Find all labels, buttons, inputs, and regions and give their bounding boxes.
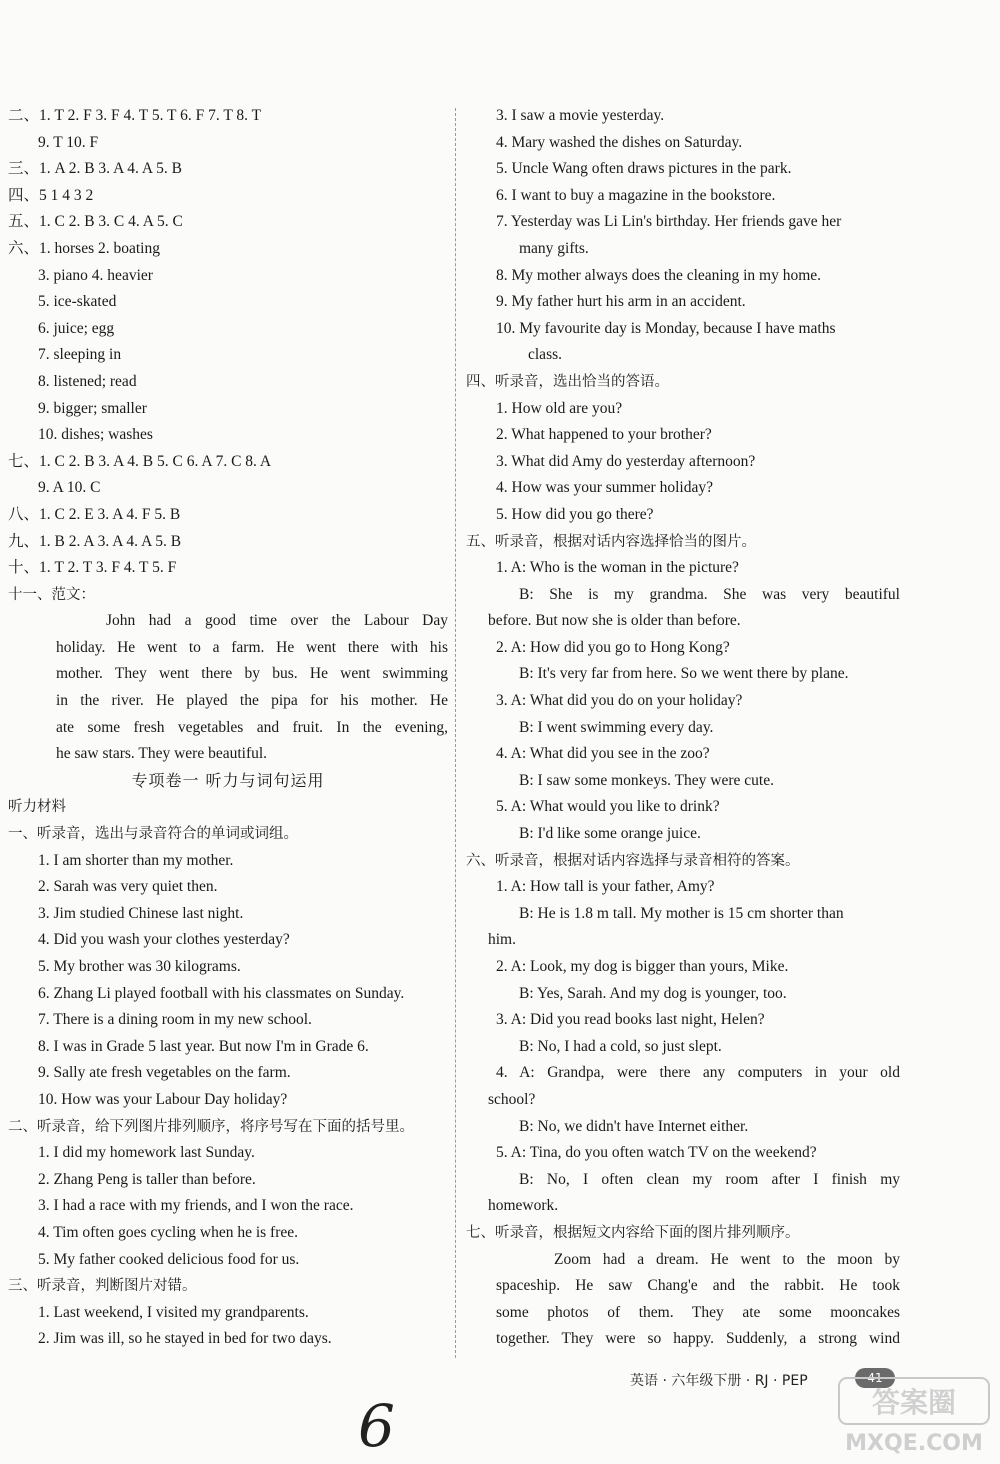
left-line: 4. Did you wash your clothes yesterday? [38, 931, 290, 949]
right-line: B: I went swimming every day. [519, 718, 714, 736]
left-line: in the river. He played the pipa for his mother. He [56, 692, 448, 710]
right-line: 5. How did you go there? [496, 505, 654, 523]
left-line: 一、听录音，选出与录音符合的单词或词组。 [8, 826, 298, 843]
left-line: mother. They went there by bus. He went swimming [56, 665, 448, 683]
right-line: 6. I want to buy a magazine in the bookstore. [496, 186, 776, 204]
right-line: 4. A: Grandpa, were there any computers in your old [496, 1064, 900, 1082]
left-line: 2. Sarah was very quiet then. [38, 878, 218, 896]
right-line: 1. A: How tall is your father, Amy? [496, 878, 715, 896]
svg-text:MXQE.COM: MXQE.COM [845, 1431, 983, 1456]
left-line: ate some fresh vegetables and fruit. In the evening, [56, 718, 448, 736]
right-line: B: It's very far from here. So we went there by plane. [519, 665, 849, 683]
left-line: 7. sleeping in [38, 346, 122, 364]
svg-text:答案圈: 答案圈 [871, 1386, 957, 1419]
left-line: 专项卷一 听力与词句运用 [131, 770, 325, 790]
right-line: B: No, I had a cold, so just slept. [519, 1037, 722, 1055]
left-line: 2. Zhang Peng is taller than before. [38, 1170, 256, 1188]
right-column [466, 103, 900, 1353]
left-line: 8. listened; read [38, 372, 137, 390]
right-line: 9. My father hurt his arm in an accident. [496, 293, 746, 311]
left-line: 5. My father cooked delicious food for us. [38, 1250, 300, 1268]
left-line: 七、1. C 2. B 3. A 4. B 5. C 6. A 7. C 8. A [8, 452, 272, 470]
right-line: 5. Uncle Wang often draws pictures in the park. [496, 160, 792, 178]
left-line: 四、5 1 4 3 2 [8, 186, 94, 204]
left-line: 六、1. horses 2. boating [8, 239, 160, 257]
right-line: 3. A: What did you do on your holiday? [496, 692, 743, 710]
right-line: 4. Mary washed the dishes on Saturday. [496, 133, 743, 151]
left-line: 9. bigger; smaller [38, 399, 147, 417]
left-line: 3. piano 4. heavier [38, 266, 153, 284]
page-footer: 英语 · 六年级下册 · RJ · PEP [630, 1373, 808, 1389]
right-line: 2. A: How did you go to Hong Kong? [496, 638, 730, 656]
left-line: 2. Jim was ill, so he stayed in bed for two days. [38, 1330, 332, 1348]
column-divider [455, 108, 456, 1358]
left-line: 二、1. T 2. F 3. F 4. T 5. T 6. F 7. T 8. T [8, 107, 262, 124]
right-line: B: No, we didn't have Internet either. [519, 1117, 749, 1135]
right-line: B: I saw some monkeys. They were cute. [519, 771, 774, 789]
right-line: him. [488, 931, 516, 949]
right-line: 5. A: What would you like to drink? [496, 798, 720, 816]
right-line: homework. [488, 1197, 559, 1215]
left-line: 三、听录音，判断图片对错。 [8, 1278, 197, 1295]
right-line: 3. What did Amy do yesterday afternoon? [496, 452, 756, 470]
watermark-logo [837, 1372, 992, 1458]
left-line: 五、1. C 2. B 3. C 4. A 5. C [8, 213, 183, 231]
page-number-badge: 41 [855, 1368, 895, 1388]
right-line: 10. My favourite day is Monday, because I have maths [496, 319, 836, 337]
right-line: Zoom had a dream. He went to the moon by [554, 1250, 900, 1268]
right-line: class. [528, 346, 563, 364]
right-line: 1. How old are you? [496, 399, 623, 417]
right-line: together. They were so happy. Suddenly, a strong wind [496, 1330, 900, 1348]
right-line: some photos of them. They ate some mooncakes [496, 1303, 900, 1321]
left-line: 听力材料 [8, 799, 66, 816]
right-line: 4. A: What did you see in the zoo? [496, 745, 710, 763]
left-line: 1. I am shorter than my mother. [38, 851, 234, 869]
left-line: 5. ice-skated [38, 293, 117, 311]
right-line: 四、听录音，选出恰当的答语。 [466, 373, 669, 390]
right-line: 1. A: Who is the woman in the picture? [496, 559, 739, 577]
handwritten-mark: 6 [358, 1392, 395, 1460]
left-line: 6. Zhang Li played football with his classmates on Sunday. [38, 984, 405, 1002]
right-line: spaceship. He saw Chang'e and the rabbit. He took [496, 1277, 900, 1295]
left-column [8, 103, 448, 1353]
left-line: 1. Last weekend, I visited my grandparents. [38, 1303, 309, 1321]
right-line: 8. My mother always does the cleaning in my home. [496, 266, 822, 284]
right-line: school? [488, 1090, 536, 1108]
left-line: 9. T 10. F [38, 133, 99, 151]
right-line: B: I'd like some orange juice. [519, 825, 701, 843]
left-line: he saw stars. They were beautiful. [56, 745, 268, 763]
right-line: 六、听录音，根据对话内容选择与录音相符的答案。 [466, 852, 800, 869]
right-line: B: She is my grandma. She was very beautiful [519, 585, 900, 603]
right-line: 五、听录音，根据对话内容选择恰当的图片。 [466, 533, 756, 550]
right-line: 3. A: Did you read books last night, Helen? [496, 1011, 765, 1029]
right-line: 3. I saw a movie yesterday. [496, 107, 665, 124]
right-line: 2. A: Look, my dog is bigger than yours, Mike. [496, 958, 789, 975]
left-line: 二、听录音，给下列图片排列顺序，将序号写在下面的括号里。 [8, 1118, 414, 1135]
left-line: 八、1. C 2. E 3. A 4. F 5. B [8, 505, 181, 523]
left-line: 三、1. A 2. B 3. A 4. A 5. B [8, 160, 182, 178]
left-line: 十、1. T 2. T 3. F 4. T 5. F [8, 559, 177, 577]
right-line: B: Yes, Sarah. And my dog is younger, too. [519, 984, 787, 1002]
right-line: 2. What happened to your brother? [496, 426, 712, 444]
right-line: B: No, I often clean my room after I finish my [519, 1170, 900, 1188]
left-line: 9. A 10. C [38, 479, 101, 497]
right-line: B: He is 1.8 m tall. My mother is 15 cm shorter than [519, 904, 844, 922]
right-line: many gifts. [519, 239, 589, 257]
right-line: 七、听录音，根据短文内容给下面的图片排列顺序。 [466, 1224, 800, 1241]
left-line: 3. I had a race with my friends, and I won the race. [38, 1197, 354, 1215]
left-line: 10. dishes; washes [38, 426, 153, 444]
right-line: 7. Yesterday was Li Lin's birthday. Her friends gave her [496, 213, 842, 231]
left-line: 3. Jim studied Chinese last night. [38, 904, 244, 922]
left-line: 1. I did my homework last Sunday. [38, 1144, 255, 1162]
right-line: 5. A: Tina, do you often watch TV on the weekend? [496, 1144, 817, 1162]
left-line: 10. How was your Labour Day holiday? [38, 1090, 288, 1108]
left-line: 6. juice; egg [38, 319, 115, 337]
left-line: holiday. He went to a farm. He went there with his [56, 638, 448, 656]
right-line: before. But now she is older than before. [488, 612, 741, 630]
left-line: 7. There is a dining room in my new school. [38, 1011, 312, 1029]
left-line: 8. I was in Grade 5 last year. But now I'm in Grade 6. [38, 1037, 369, 1055]
right-line: 4. How was your summer holiday? [496, 479, 713, 497]
left-line: 5. My brother was 30 kilograms. [38, 958, 241, 975]
left-line: 4. Tim often goes cycling when he is free. [38, 1223, 299, 1241]
left-line: 9. Sally ate fresh vegetables on the farm. [38, 1064, 291, 1082]
left-line: 九、1. B 2. A 3. A 4. A 5. B [8, 532, 182, 550]
left-line: John had a good time over the Labour Day [106, 612, 448, 630]
left-line: 十一、范文： [8, 586, 95, 603]
